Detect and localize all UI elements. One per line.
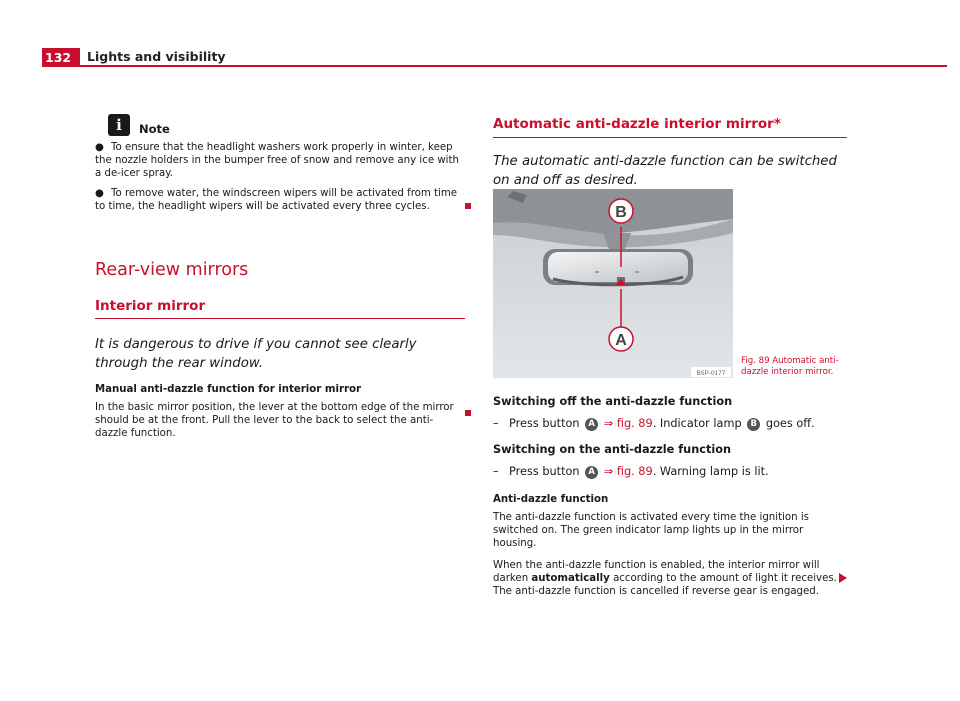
mirror-illustration xyxy=(493,189,733,378)
right-column-lower xyxy=(493,395,847,598)
auto-function-text: The anti-dazzle function is activated every time the ignition is switched on. The green indicator lamp lights up in the mirror housing. xyxy=(493,512,809,550)
continue-arrow-icon xyxy=(839,573,847,583)
svg-text:B: B xyxy=(615,204,627,221)
section-title: Rear-view mirrors xyxy=(95,260,249,281)
switch-off-step: – Press button A ⇒ fig. 89. Indicator lamp B goes off. xyxy=(493,417,815,430)
section-title-auto: Automatic anti-dazzle interior mirror* xyxy=(493,116,847,138)
intro-text: It is dangerous to drive if you cannot see clearly through the rear window. xyxy=(95,337,417,372)
end-of-section-mark xyxy=(465,410,471,416)
switch-on-step: – Press button A ⇒ fig. 89. Warning lamp is lit. xyxy=(493,465,769,478)
note-label: Note xyxy=(139,122,170,136)
figure-caption: Fig. 89 Automatic anti-dazzle interior mirror. xyxy=(741,356,839,377)
button-a-badge: A xyxy=(585,418,598,431)
note-bullet: ● To ensure that the headlight washers work properly in winter, keep the nozzle holders in the bumper free of snow and remove any ice with a de-icer spray. xyxy=(95,142,459,180)
lamp-b-badge: B xyxy=(747,418,760,431)
auto-function-heading: Anti-dazzle function xyxy=(493,494,609,505)
header-rule xyxy=(80,65,947,67)
svg-text:A: A xyxy=(615,332,627,349)
figure-reference-link[interactable]: ⇒ fig. 89 xyxy=(603,465,653,478)
note-heading xyxy=(108,114,465,136)
info-icon: i xyxy=(108,114,130,136)
button-a-badge: A xyxy=(585,466,598,479)
sub-title: Interior mirror xyxy=(95,298,465,319)
figure-reference-link[interactable]: ⇒ fig. 89 xyxy=(603,417,653,430)
switch-off-heading: Switching off the anti-dazzle function xyxy=(493,395,733,408)
note-bullet: ● To remove water, the windscreen wipers will be activated from time to time, the headlight wipers will be activated every three cycles. xyxy=(95,187,458,212)
page-header xyxy=(42,48,947,67)
auto-darken-text: When the anti-dazzle function is enabled, the interior mirror will darken automatically according to the amount of light it receives. The anti-dazzle function is cancelled if reverse gear is engaged. xyxy=(493,559,837,598)
svg-text:B5P-0177: B5P-0177 xyxy=(696,370,726,377)
end-of-section-mark xyxy=(465,203,471,209)
left-column xyxy=(95,114,465,441)
chapter-title: Lights and visibility xyxy=(87,49,226,64)
page-number: 132 xyxy=(42,48,80,67)
manual-heading: Manual anti-dazzle function for interior mirror xyxy=(95,384,362,396)
figure-interior-mirror xyxy=(493,189,733,378)
right-column xyxy=(493,116,847,190)
switch-on-heading: Switching on the anti-dazzle function xyxy=(493,443,732,456)
manual-text: In the basic mirror position, the lever at the bottom edge of the mirror should be at the front. Pull the lever to the back to select the anti-dazzle function. xyxy=(95,402,454,440)
auto-intro: The automatic anti-dazzle function can be switched on and off as desired. xyxy=(493,154,837,188)
